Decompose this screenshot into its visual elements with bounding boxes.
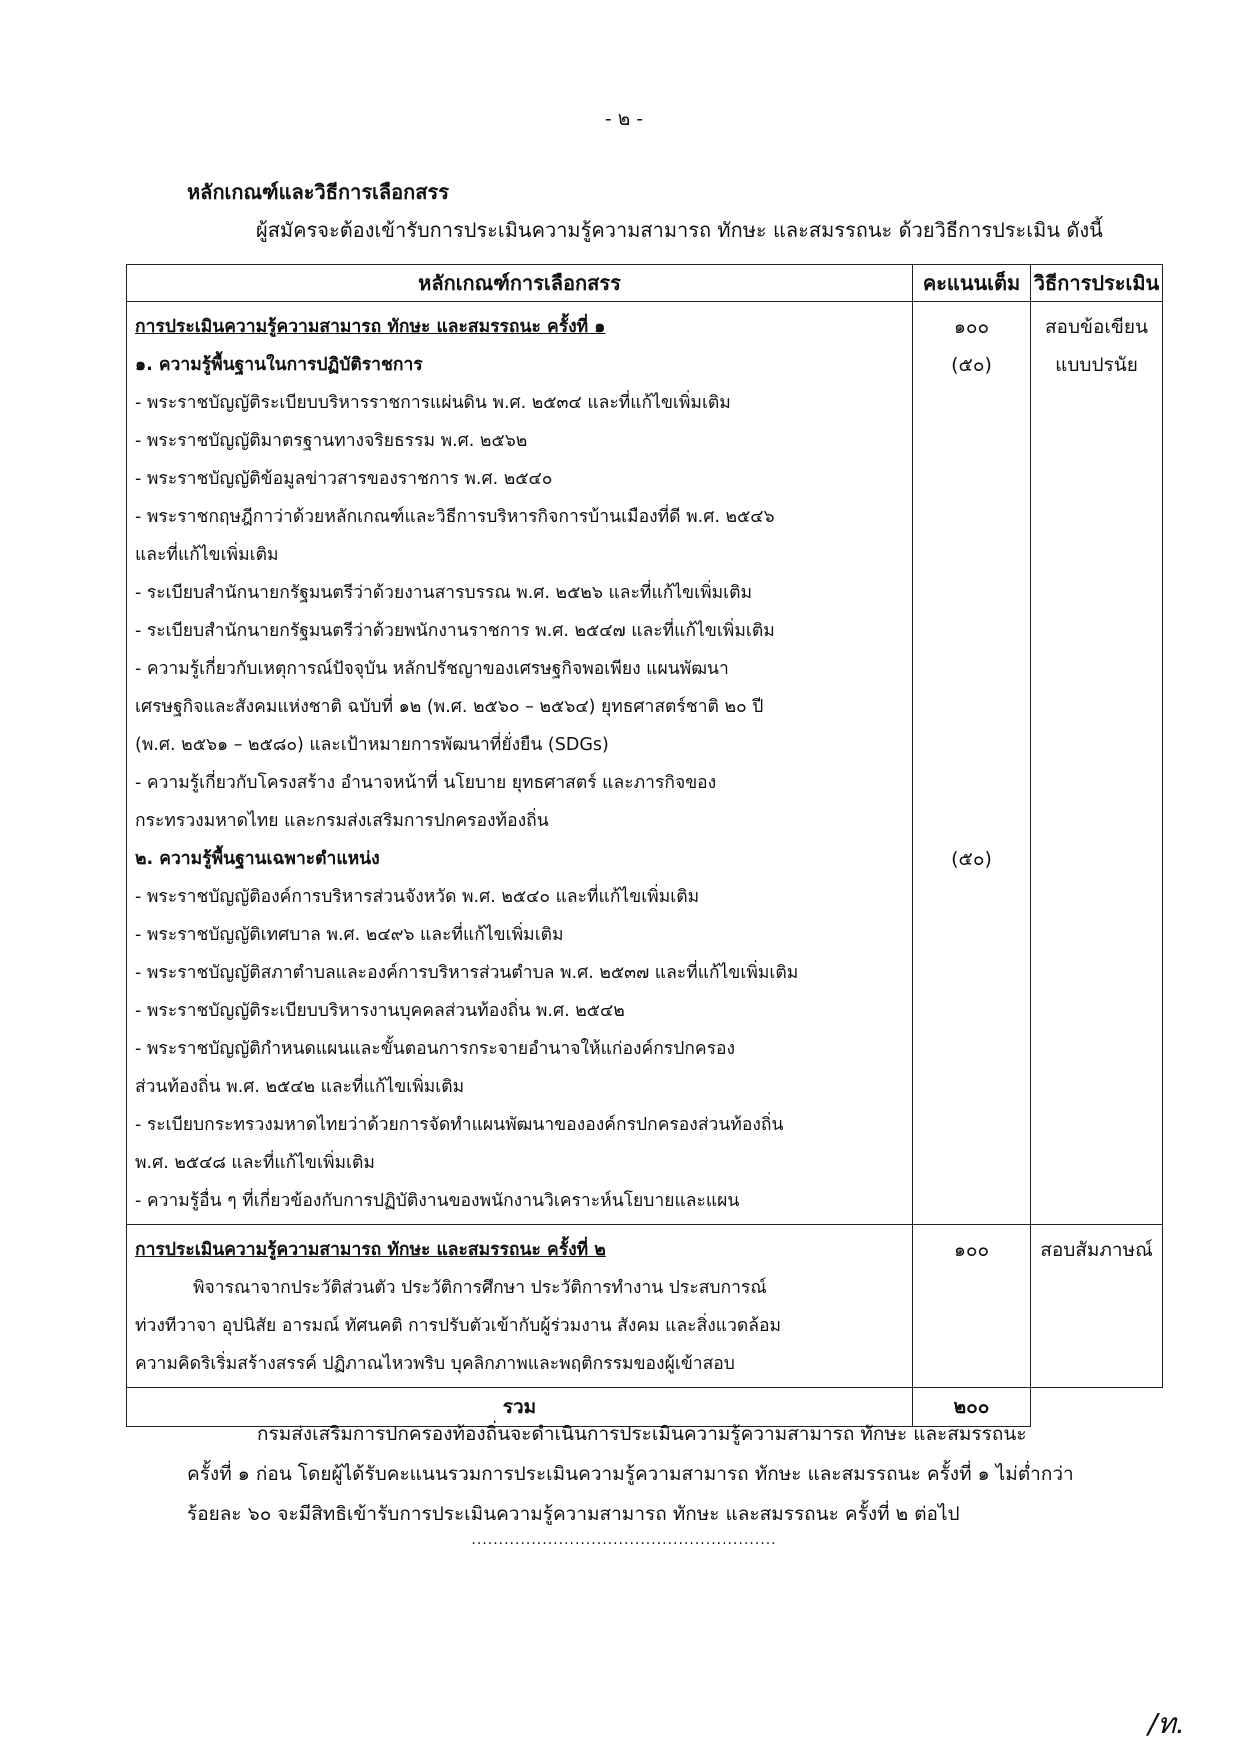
criteria-line: - ระเบียบสำนักนายกรัฐมนตรีว่าด้วยพนักงานราชการ พ.ศ. ๒๕๔๗ และที่แก้ไขเพิ่มเติม	[135, 621, 775, 641]
continuation-mark: /ท.	[1148, 1707, 1185, 1740]
criteria-line: (พ.ศ. ๒๕๖๑ – ๒๕๘๐) และเป้าหมายการพัฒนาที่ยั่งยืน (SDGs)	[135, 735, 609, 755]
criteria-line: พิจารณาจากประวัติส่วนตัว ประวัติการศึกษา ประวัติการทำงาน ประสบการณ์	[193, 1278, 767, 1298]
round-1-method-line-1: สอบข้อเขียน	[1044, 316, 1149, 338]
round-1-criteria-cell	[127, 302, 913, 1225]
round-1-score: ๑๐๐	[953, 316, 990, 338]
closing-line: กรมส่งเสริมการปกครองท้องถิ่นจะดำเนินการประเมินความรู้ความสามารถ ทักษะ และสมรรถนะ	[257, 1423, 1027, 1445]
criteria-line: และที่แก้ไขเพิ่มเติม	[135, 545, 279, 565]
round-2-score-cell	[913, 1225, 1031, 1388]
criteria-line: - พระราชบัญญัติองค์การบริหารส่วนจังหวัด พ.ศ. ๒๕๔๐ และที่แก้ไขเพิ่มเติม	[135, 887, 700, 907]
closing-line: ครั้งที่ ๑ ก่อน โดยผู้ได้รับคะแนนรวมการประเมินความรู้ความสามารถ ทักษะ และสมรรถนะ ครั้งที่ ๑ ไม่ต่ำกว่า	[187, 1463, 1074, 1485]
criteria-line: - ระเบียบกระทรวงมหาดไทยว่าด้วยการจัดทำแผนพัฒนาขององค์กรปกครองส่วนท้องถิ่น	[135, 1115, 784, 1135]
criteria-line: ส่วนท้องถิ่น พ.ศ. ๒๕๔๒ และที่แก้ไขเพิ่มเติม	[135, 1077, 465, 1097]
criteria-line: - ระเบียบสำนักนายกรัฐมนตรีว่าด้วยงานสารบรรณ พ.ศ. ๒๕๒๖ และที่แก้ไขเพิ่มเติม	[135, 583, 753, 603]
round-1-method-line-2: แบบปรนัย	[1055, 354, 1138, 376]
criteria-line: - พระราชบัญญัติมาตรฐานทางจริยธรรม พ.ศ. ๒๕๖๒	[135, 431, 528, 451]
criteria-line: - พระราชบัญญัติระเบียบบริหารงานบุคคลส่วนท้องถิ่น พ.ศ. ๒๕๔๒	[135, 1001, 625, 1021]
end-dotted-line: ........................................................	[471, 1532, 777, 1548]
round-1-method-cell	[1031, 302, 1163, 1225]
part-2-title: ๒. ความรู้พื้นฐานเฉพาะตำแหน่ง	[135, 849, 380, 869]
part-2-score: (๕๐)	[951, 848, 992, 870]
round-2-title: การประเมินความรู้ความสามารถ ทักษะ และสมรรถนะ ครั้งที่ ๒	[135, 1240, 606, 1260]
total-score: ๒๐๐	[913, 1388, 1031, 1427]
criteria-line: - พระราชบัญญัติระเบียบบริหารราชการแผ่นดิน พ.ศ. ๒๕๓๔ และที่แก้ไขเพิ่มเติม	[135, 393, 731, 413]
total-label: รวม	[127, 1388, 913, 1427]
table-row-round-2	[127, 1225, 1163, 1388]
header-method: วิธีการประเมิน	[1031, 265, 1163, 302]
criteria-line: พ.ศ. ๒๕๔๘ และที่แก้ไขเพิ่มเติม	[135, 1153, 375, 1173]
criteria-line: ความคิดริเริ่มสร้างสรรค์ ปฏิภาณไหวพริบ บุคลิกภาพและพฤติกรรมของผู้เข้าสอบ	[135, 1354, 735, 1374]
round-2-criteria-cell	[127, 1225, 913, 1388]
round-2-method: สอบสัมภาษณ์	[1040, 1239, 1153, 1261]
round-2-method-cell	[1031, 1225, 1163, 1388]
round-1-title: การประเมินความรู้ความสามารถ ทักษะ และสมรรถนะ ครั้งที่ ๑	[135, 317, 606, 337]
closing-line: ร้อยละ ๖๐ จะมีสิทธิเข้ารับการประเมินความรู้ความสามารถ ทักษะ และสมรรถนะ ครั้งที่ ๒ ต่อไป	[187, 1503, 960, 1525]
criteria-line: กระทรวงมหาดไทย และกรมส่งเสริมการปกครองท้องถิ่น	[135, 811, 549, 831]
round-1-score-cell	[913, 302, 1031, 1225]
table-header-row	[127, 265, 1163, 302]
criteria-line: - พระราชบัญญัติสภาตำบลและองค์การบริหารส่วนตำบล พ.ศ. ๒๕๓๗ และที่แก้ไขเพิ่มเติม	[135, 963, 799, 983]
criteria-line: - ความรู้อื่น ๆ ที่เกี่ยวข้องกับการปฏิบัติงานของพนักงานวิเคราะห์นโยบายและแผน	[135, 1191, 740, 1211]
criteria-line: - ความรู้เกี่ยวกับเหตุการณ์ปัจจุบัน หลักปรัชญาของเศรษฐกิจพอเพียง แผนพัฒนา	[135, 659, 729, 679]
criteria-line: - พระราชบัญญัติข้อมูลข่าวสารของราชการ พ.ศ. ๒๕๔๐	[135, 469, 553, 489]
section-heading: หลักเกณฑ์และวิธีการเลือกสรร	[187, 180, 449, 204]
header-criteria: หลักเกณฑ์การเลือกสรร	[127, 265, 913, 302]
round-2-score: ๑๐๐	[953, 1239, 990, 1261]
intro-paragraph: ผู้สมัครจะต้องเข้ารับการประเมินความรู้ความสามารถ ทักษะ และสมรรถนะ ด้วยวิธีการประเมิน ดังนี้	[256, 218, 1103, 242]
criteria-line: เศรษฐกิจและสังคมแห่งชาติ ฉบับที่ ๑๒ (พ.ศ. ๒๕๖๐ – ๒๕๖๔) ยุทธศาสตร์ชาติ ๒๐ ปี	[135, 697, 764, 717]
page-number: - ๒ -	[604, 108, 644, 130]
table-row-round-1	[127, 302, 1163, 1225]
criteria-table	[126, 264, 1163, 1427]
header-full-score: คะแนนเต็ม	[913, 265, 1031, 302]
criteria-line: - พระราชกฤษฎีกาว่าด้วยหลักเกณฑ์และวิธีการบริหารกิจการบ้านเมืองที่ดี พ.ศ. ๒๕๔๖	[135, 507, 775, 527]
criteria-line: - พระราชบัญญัติเทศบาล พ.ศ. ๒๔๙๖ และที่แก้ไขเพิ่มเติม	[135, 925, 564, 945]
criteria-line: - ความรู้เกี่ยวกับโครงสร้าง อำนาจหน้าที่ นโยบาย ยุทธศาสตร์ และภารกิจของ	[135, 773, 717, 793]
criteria-line: - พระราชบัญญัติกำหนดแผนและขั้นตอนการกระจายอำนาจให้แก่องค์กรปกครอง	[135, 1039, 736, 1059]
criteria-line: ท่วงทีวาจา อุปนิสัย อารมณ์ ทัศนคติ การปรับตัวเข้ากับผู้ร่วมงาน สังคม และสิ่งแวดล้อม	[135, 1316, 782, 1336]
part-1-score: (๕๐)	[951, 354, 992, 376]
closing-paragraph	[187, 1414, 1147, 1534]
part-1-title: ๑. ความรู้พื้นฐานในการปฏิบัติราชการ	[135, 355, 423, 375]
